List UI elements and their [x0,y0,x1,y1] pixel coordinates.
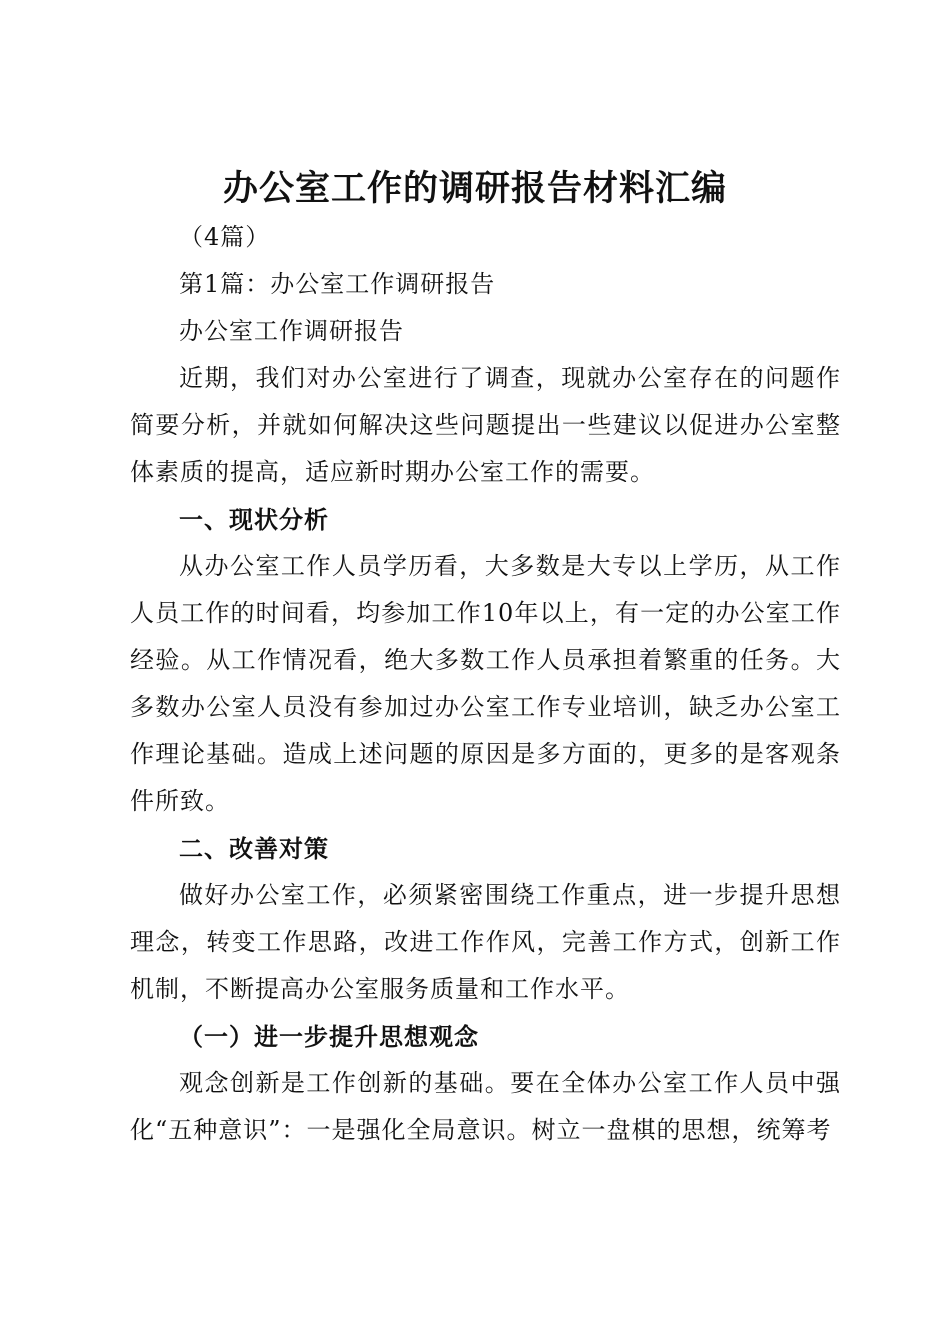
article-label: 第1篇：办公室工作调研报告 [179,270,496,298]
section-heading-improvement-measures: 二、改善对策 [179,834,329,863]
document-subtitle: （4篇） [179,223,271,251]
document-title: 办公室工作的调研报告材料汇编 [222,168,727,209]
current-analysis-paragraph: 从办公室工作人员学历看，大多数是大专以上学历，从工作人员工作的时间看，均参加工作10年以上，有一定的办公室工作经验。从工作情况看，绝大多数工作人员承担着繁重的任务。大多数办公室人员没有参加过办公室工作专业培训，缺乏办公室工作理论基础。造成上述问题的原因是多方面的，更多的是客观条件所致。 [130,552,841,815]
section-heading-current-analysis: 一、现状分析 [179,505,329,534]
improvement-measures-paragraph: 做好办公室工作，必须紧密围绕工作重点，进一步提升思想理念，转变工作思路，改进工作作风，完善工作方式，创新工作机制，不断提高办公室服务质量和工作水平。 [130,881,841,1003]
intro-paragraph: 近期，我们对办公室进行了调查，现就办公室存在的问题作简要分析，并就如何解决这些问题提出一些建议以促进办公室整体素质的提高，适应新时期办公室工作的需要。 [130,364,841,486]
subsection-heading-thinking-concepts: （一）进一步提升思想观念 [179,1022,479,1051]
document-body [130,214,841,1154]
report-title: 办公室工作调研报告 [179,317,404,345]
thinking-concepts-paragraph: 观念创新是工作创新的基础。要在全体办公室工作人员中强化“五种意识”：一是强化全局意识。树立一盘棋的思想，统筹考 [130,1069,841,1144]
